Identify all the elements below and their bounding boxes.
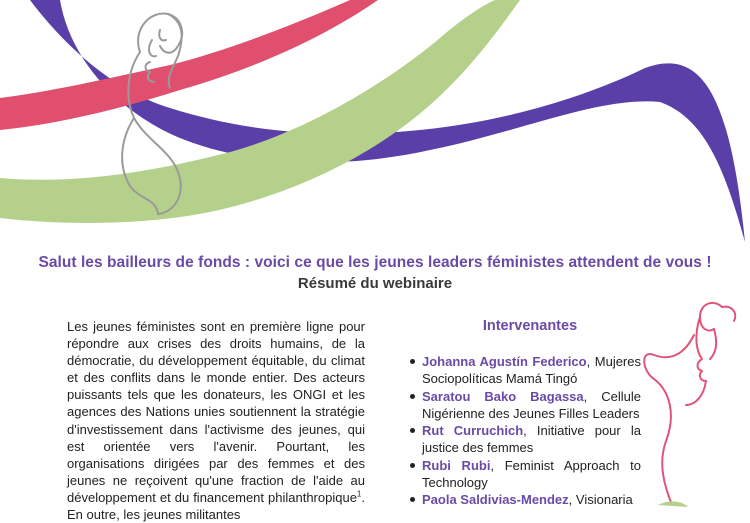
- speaker-affiliation: , Cellule Nigérienne des Jeunes Filles Leaders: [422, 388, 641, 421]
- speaker-name: Rubi Rubi: [422, 457, 491, 473]
- speaker-name: Rut Curruchich: [422, 423, 524, 438]
- decorative-ribbon-banner: [0, 0, 750, 250]
- speaker-item: [408, 353, 641, 387]
- page-title: Salut les bailleurs de fonds : voici ce que les jeunes leaders féministes attendent de vous !: [38, 254, 712, 271]
- speaker-name: Paola Saldivias-Mendez: [422, 492, 569, 507]
- green-leaf-icon: [658, 501, 688, 507]
- speaker-name: Saratou Bako Bagassa: [422, 388, 584, 404]
- speaker-item: [408, 422, 641, 456]
- intro-text: Les jeunes féministes sont en première ligne pour répondre aux crises des droits humains, de la démocratie, du développement équitable, du climat et des conflits dans le monde entier. Des acteurs puissants tels que les donateurs, les ONGI et les agences des Nations unies soutiennent la stratégie d'investissement dans l'activisme des jeunes, qui est orientée vers l'avenir. Pourtant, les organisations dirigées par des femmes et des jeunes ne reçoivent qu'une fraction de l'aide au développement et du financement philanthropique: [67, 319, 365, 505]
- speaker-name: Johanna Agustín Federico: [422, 354, 587, 369]
- pink-line-art-face-icon: [630, 295, 750, 510]
- intro-paragraph: [67, 318, 365, 523]
- speaker-affiliation: , Feminist Approach to Technology: [422, 457, 641, 490]
- speaker-affiliation: , Initiative pour la justice des femmes: [422, 423, 641, 455]
- speaker-affiliation: , Visionaria: [568, 492, 633, 507]
- speakers-list: [408, 353, 641, 509]
- page-subtitle: Résumé du webinaire: [297, 275, 453, 292]
- speaker-item: [408, 388, 641, 422]
- speaker-item: [408, 457, 641, 491]
- speakers-heading: Intervenantes: [482, 318, 578, 334]
- speaker-item: [408, 491, 641, 508]
- intro-text-continued: . En outre, les jeunes militantes: [67, 489, 365, 523]
- footnote-ref[interactable]: 1: [356, 489, 362, 499]
- speaker-affiliation: , Mujeres Sociopolíticas Mamá Tingó: [422, 354, 641, 386]
